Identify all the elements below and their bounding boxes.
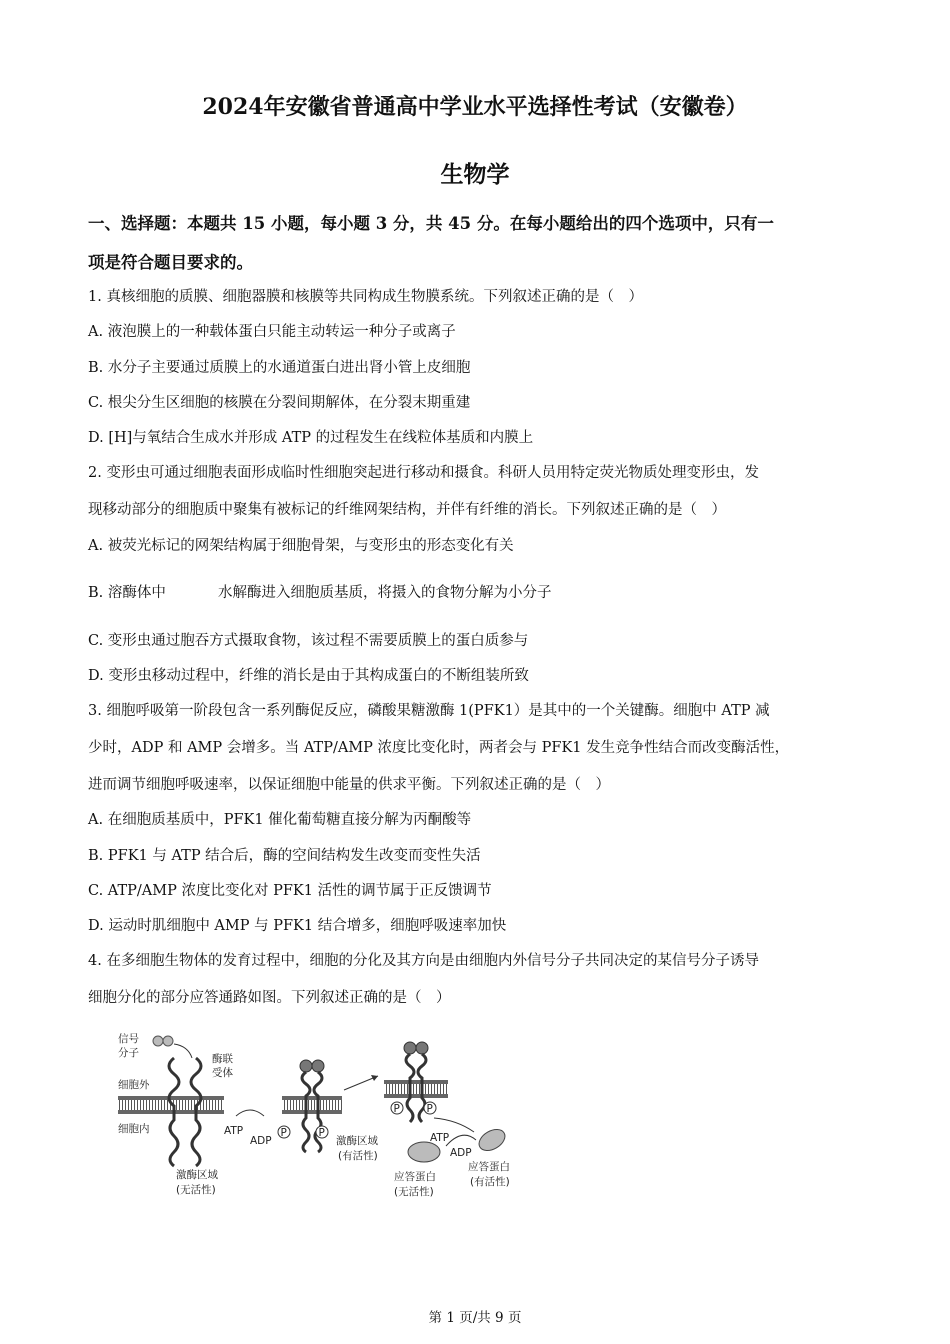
response-protein-inactive-icon xyxy=(408,1142,440,1162)
q3-option-a: A. 在细胞质基质中，PFK1 催化葡萄糖直接分解为丙酮酸等 xyxy=(88,812,472,828)
label-response-active-2: (有活性) xyxy=(470,1176,510,1188)
q1-option-a: A. 液泡膜上的一种载体蛋白只能主动转运一种分子或离子 xyxy=(88,324,456,340)
q2-stem-line1: 2. 变形虫可通过细胞表面形成临时性细胞突起进行移动和摄食。科研人员用特定荧光物质处理变形虫，发 xyxy=(88,465,759,481)
q1-option-c: C. 根尖分生区细胞的核膜在分裂间期解体，在分裂末期重建 xyxy=(88,395,471,411)
response-protein-active-icon xyxy=(475,1125,508,1155)
label-kinase-inactive-2: (无活性) xyxy=(176,1184,216,1196)
signal-molecule-icon xyxy=(153,1036,173,1046)
svg-text:P: P xyxy=(393,1103,400,1115)
q4-stem-line2: 细胞分化的部分应答通路如图。下列叙述正确的是（ ） xyxy=(88,990,451,1006)
label-signal-2: 分子 xyxy=(118,1047,139,1059)
page-footer: 第 1 页/共 9 页 xyxy=(428,1310,522,1326)
q1-option-d: D. [H]与氧结合生成水并形成 ATP 的过程发生在线粒体基质和内膜上 xyxy=(88,430,534,446)
svg-text:P: P xyxy=(280,1127,287,1139)
q3-option-c: C. ATP/AMP 浓度比变化对 PFK1 活性的调节属于正反馈调节 xyxy=(88,883,492,899)
q4-stem-line1: 4. 在多细胞生物体的发育过程中，细胞的分化及其方向是由细胞内外信号分子共同决定的某信号分子诱导 xyxy=(88,953,759,969)
label-adp-left: ADP xyxy=(250,1135,272,1147)
q1-stem: 1. 真核细胞的质膜、细胞器膜和核膜等共同构成生物膜系统。下列叙述正确的是（ ） xyxy=(88,289,643,305)
phosphate-icon xyxy=(424,1102,436,1115)
q2-option-b-part2: 水解酶进入细胞质基质，将摄入的食物分解为小分子 xyxy=(218,585,552,601)
label-response-active-1: 应答蛋白 xyxy=(468,1161,510,1173)
label-outside: 细胞外 xyxy=(118,1079,150,1091)
q2-stem-line2: 现移动部分的细胞质中聚集有被标记的纤维网架结构，并伴有纤维的消长。下列叙述正确的是（ ） xyxy=(88,502,726,518)
q2-option-b-part1: B. 溶酶体中 xyxy=(88,585,166,601)
phosphate-icon xyxy=(391,1102,403,1115)
q1-option-b: B. 水分子主要通过质膜上的水通道蛋白进出肾小管上皮细胞 xyxy=(88,360,471,376)
label-kinase-active-1: 激酶区域 xyxy=(336,1135,378,1147)
svg-text:P: P xyxy=(318,1127,325,1139)
label-response-inactive-2: (无活性) xyxy=(394,1186,434,1198)
label-adp-right: ADP xyxy=(450,1147,472,1159)
signal-pathway-figure xyxy=(112,1028,532,1206)
q2-option-a: A. 被荧光标记的网架结构属于细胞骨架，与变形虫的形态变化有关 xyxy=(88,538,514,554)
label-receptor-2: 受体 xyxy=(212,1067,233,1079)
subject-title: 生物学 xyxy=(440,161,510,188)
label-kinase-active-2: (有活性) xyxy=(338,1150,378,1162)
svg-text:P: P xyxy=(426,1103,433,1115)
label-atp-left: ATP xyxy=(224,1125,244,1137)
q3-option-d: D. 运动时肌细胞中 AMP 与 PFK1 结合增多，细胞呼吸速率加快 xyxy=(88,918,507,934)
phosphate-icon xyxy=(278,1126,290,1139)
label-response-inactive-1: 应答蛋白 xyxy=(394,1171,436,1183)
q2-option-d: D. 变形虫移动过程中，纤维的消长是由于其构成蛋白的不断组装所致 xyxy=(88,668,529,684)
arrow-icon xyxy=(446,1135,476,1146)
q2-option-c: C. 变形虫通过胞吞方式摄取食物，该过程不需要质膜上的蛋白质参与 xyxy=(88,633,529,649)
q3-stem-line2: 少时，ADP 和 AMP 会增多。当 ATP/AMP 浓度比变化时，两者会与 PFK1 发生竞争性结合而改变酶活性， xyxy=(88,740,790,756)
q3-stem-line1: 3. 细胞呼吸第一阶段包含一系列酶促反应，磷酸果糖激酶 1(PFK1）是其中的一个关键酶。细胞中 ATP 减 xyxy=(88,703,770,719)
label-signal-1: 信号 xyxy=(118,1033,139,1045)
label-receptor-1: 酶联 xyxy=(212,1053,233,1065)
membrane-middle xyxy=(282,1096,342,1114)
phosphate-icon xyxy=(316,1126,328,1139)
membrane-right xyxy=(384,1080,448,1098)
label-kinase-inactive-1: 激酶区域 xyxy=(176,1169,218,1181)
section-instruction-line2: 项是符合题目要求的。 xyxy=(88,253,253,272)
q3-stem-line3: 进而调节细胞呼吸速率，以保证细胞中能量的供求平衡。下列叙述正确的是（ ） xyxy=(88,777,610,793)
section-instruction-line1: 一、选择题：本题共 15 小题，每小题 3 分，共 45 分。在每小题给出的四个选项中，只有一 xyxy=(88,214,774,233)
label-inside: 细胞内 xyxy=(118,1123,150,1135)
label-atp-right: ATP xyxy=(430,1132,450,1144)
arrow-icon xyxy=(236,1110,264,1116)
exam-title: 2024年安徽省普通高中学业水平选择性考试（安徽卷） xyxy=(202,94,748,120)
arrow-icon xyxy=(434,1118,474,1132)
arrow-icon xyxy=(174,1044,192,1058)
q3-option-b: B. PFK1 与 ATP 结合后，酶的空间结构发生改变而变性失活 xyxy=(88,848,481,864)
